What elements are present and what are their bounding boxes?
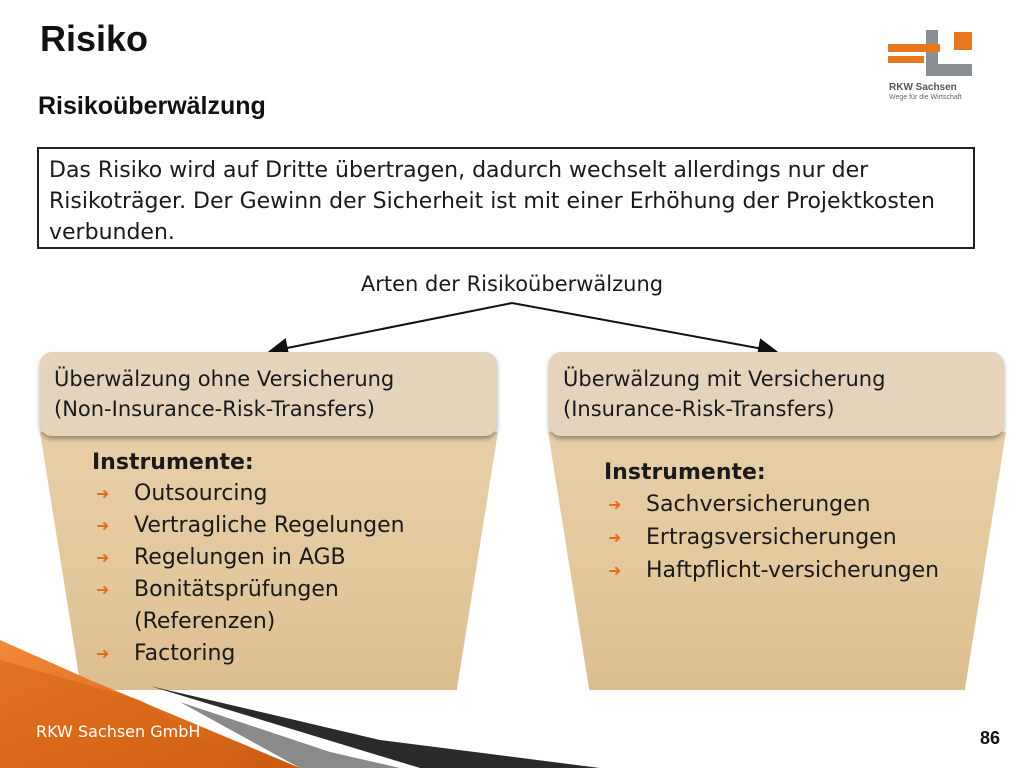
logo-tagline: Wege für die Wirtschaft [889,94,962,101]
list-item-label: Regelungen in AGB [134,545,346,570]
list-item-label: Sachversicherungen [646,492,871,517]
page-number: 86 [979,728,1000,748]
instruments-list-left [92,448,472,670]
arrow-right-icon: ➜ [96,644,110,663]
arrow-right-icon: ➜ [608,561,622,580]
list-item [604,488,964,521]
list-item [92,510,472,542]
logo-name: RKW Sachsen [889,82,957,93]
arrow-right-icon: ➜ [96,516,110,535]
list-item [92,478,472,510]
instruments-list-right [604,458,964,587]
list-item [92,542,472,574]
category-box-non-insurance [40,352,497,436]
list-item-label: Vertragliche Regelungen [134,513,405,538]
slide-title: Risiko [40,18,149,59]
list-item-label: Factoring [134,641,236,666]
arrow-left [272,303,512,351]
category-label: Überwälzung ohne Versicherung [54,367,395,391]
arrow-right-icon: ➜ [608,495,622,514]
footer-company: RKW Sachsen GmbH [36,722,201,741]
definition-box: Das Risiko wird auf Dritte übertragen, dadurch wechselt allerdings nur der Risikoträger. Der Gewinn der Sicherheit ist mit einer Erhöhung der Projektkosten verbunden. [37,147,975,249]
category-box-insurance [549,352,1004,436]
slide-subtitle: Risikoüberwälzung [38,92,266,120]
instruments-title: Instrumente: [92,450,254,475]
list-item-label: Ertragsversicherungen [646,525,897,550]
list-item [604,521,964,554]
footer-decoration [0,640,620,768]
list-item [92,574,472,638]
list-item [604,554,964,587]
list-item-label: Outsourcing [134,481,268,506]
arrow-right-icon: ➜ [96,548,110,567]
list-item-label: Haftpflicht-versicherungen [646,558,940,583]
list-item-label: Bonitätsprüfungen (Referenzen) [134,577,339,634]
arrow-right-icon: ➜ [608,528,622,547]
instruments-title: Instrumente: [604,460,766,485]
category-sublabel: (Insurance-Risk-Transfers) [563,397,835,421]
arrow-right [512,303,774,351]
arrow-right-icon: ➜ [96,580,110,599]
category-sublabel: (Non-Insurance-Risk-Transfers) [54,397,375,421]
arrow-right-icon: ➜ [96,484,110,503]
types-heading: Arten der Risikoüberwälzung [360,272,664,296]
category-label: Überwälzung mit Versicherung [563,367,886,391]
